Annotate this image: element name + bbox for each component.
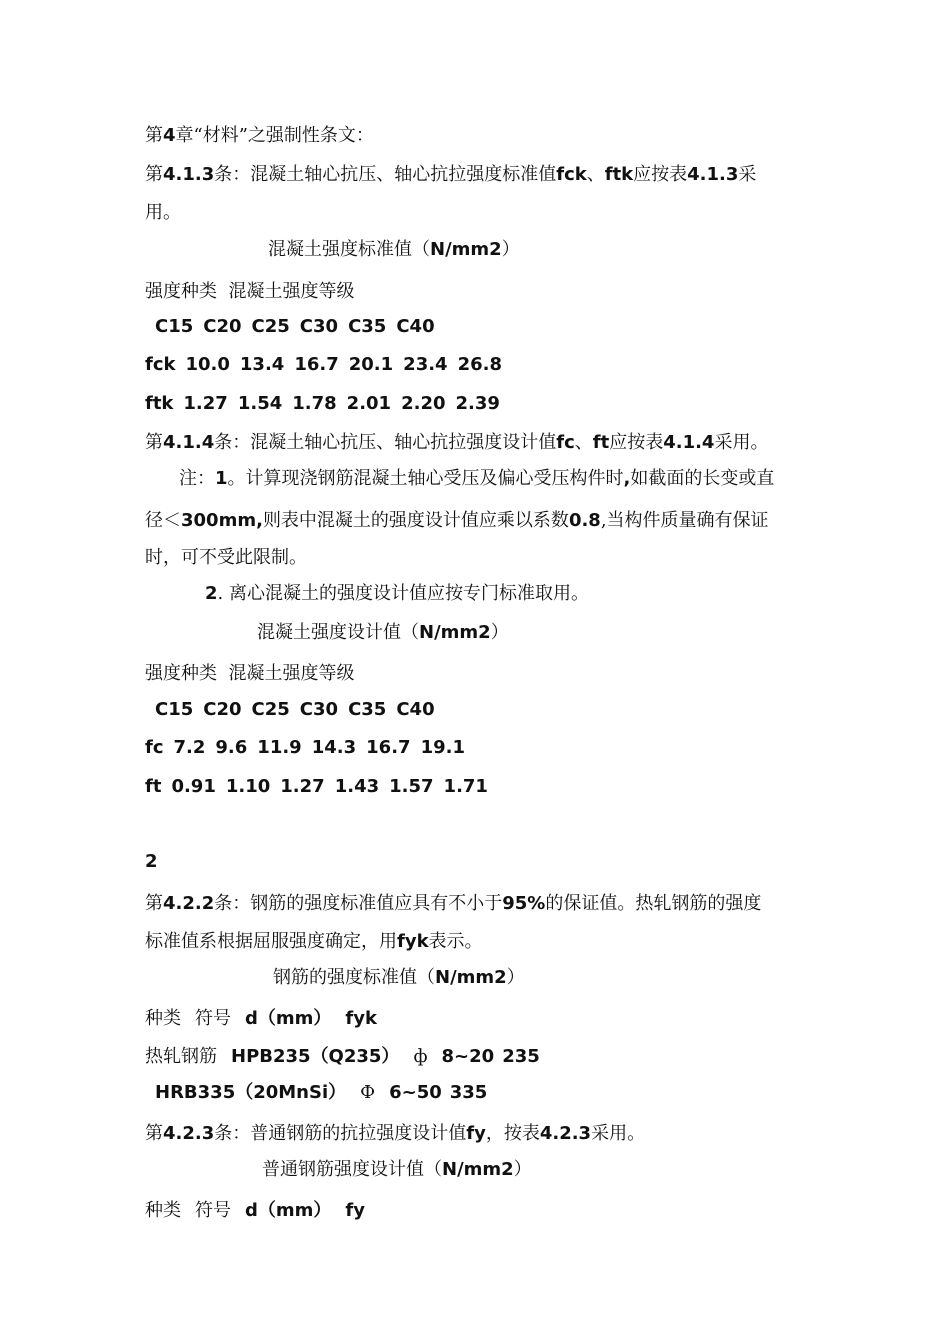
chapter-intro	[145, 124, 374, 148]
symbol: fyk	[397, 931, 429, 952]
table-ref: 4.2.3	[539, 1123, 592, 1144]
text: 混凝土强度标准值（	[268, 239, 430, 260]
text: 第	[145, 125, 163, 146]
text: ，按表	[485, 1123, 540, 1144]
symbol: fck	[556, 164, 587, 185]
grade-cell: HPB235	[231, 1046, 311, 1067]
row-label: ft	[145, 776, 162, 797]
table-414-caption	[257, 621, 509, 645]
value-cell: 13.4	[239, 354, 285, 375]
table-423-caption	[262, 1158, 532, 1182]
diameter-cell: 6~50	[389, 1082, 442, 1103]
grade-cell: C40	[396, 699, 435, 720]
table-414-row-ft	[145, 775, 498, 799]
grade-cell: C35	[348, 699, 387, 720]
text: 采用。	[591, 1123, 646, 1144]
kind-cell: 热轧钢筋	[145, 1046, 217, 1067]
text: . 离心混凝土的强度设计值应按专门标准取用。	[217, 583, 589, 604]
header-cell: fyk	[345, 1008, 377, 1029]
text: 标准值系根据屈服强度确定，用	[145, 931, 397, 952]
value-cell: 1.71	[443, 776, 488, 797]
clause-414	[145, 431, 768, 455]
unit: N/mm2	[419, 622, 491, 643]
grade-cell: C25	[251, 316, 290, 337]
grade-cell: C35	[348, 316, 387, 337]
rebar-symbol: ф	[413, 1046, 428, 1067]
grade-cell: C25	[251, 699, 290, 720]
text: 应按表	[633, 164, 688, 185]
value-cell: 2.39	[455, 393, 500, 414]
symbol: ftk	[604, 164, 634, 185]
header-cell: 符号	[195, 1200, 231, 1221]
coefficient: 0.8	[568, 510, 601, 531]
diameter-cell: 8~20	[441, 1046, 495, 1067]
table-413-row-fck	[145, 353, 512, 377]
clause-number: 4.1.4	[163, 432, 215, 453]
unit: N/mm2	[442, 1159, 514, 1180]
value-cell: 16.7	[294, 354, 339, 375]
text: ）	[501, 239, 520, 260]
grade-cell: C15	[155, 316, 194, 337]
text: 章“材料”之强制性条文：	[175, 125, 374, 146]
chapter-number: 4	[163, 125, 176, 146]
value-cell: 11.9	[257, 737, 302, 758]
value-cell: 14.3	[311, 737, 357, 758]
text: 。计算现浇钢筋混凝土轴心受压及偏心受压构件时	[227, 468, 624, 489]
clause-422-line2	[145, 930, 483, 954]
table-423-header	[145, 1199, 365, 1223]
text: 则表中混凝土的强度设计值应乘以系数	[262, 510, 569, 531]
text: 条：混凝土轴心抗压、轴心抗拉强度标准值	[214, 164, 557, 185]
table-413-caption	[268, 238, 520, 262]
value-cell: 19.1	[420, 737, 465, 758]
dimension: 300mm,	[181, 510, 263, 531]
value-cell: 1.27	[280, 776, 325, 797]
header-cell: 符号	[195, 1008, 231, 1029]
value-cell: 10.0	[185, 354, 230, 375]
text: 的保证值。热轧钢筋的强度	[545, 893, 762, 914]
value-cell: 9.6	[215, 737, 248, 758]
symbol: ft	[592, 432, 610, 453]
symbol: fy	[466, 1123, 486, 1144]
text: 注：	[179, 468, 215, 489]
table-422-header	[145, 1007, 377, 1031]
text: 如截面的长变或直	[630, 468, 775, 489]
text: 第	[145, 1123, 163, 1144]
row-label: fck	[145, 354, 176, 375]
clause-number: 4.1.3	[163, 164, 215, 185]
text: ,当构件质量确有保证	[600, 510, 769, 531]
table-ref: 4.1.3	[687, 164, 739, 185]
text: ）	[506, 967, 525, 988]
text: 径＜	[145, 510, 181, 531]
text: 普通钢筋强度设计值（	[262, 1159, 442, 1180]
note-number: 1	[215, 468, 228, 489]
header-cell: d	[245, 1008, 258, 1029]
grade-note: （Q235）	[310, 1046, 400, 1067]
text: 钢筋的强度标准值（	[273, 967, 435, 988]
row-label: fc	[145, 737, 164, 758]
grade-cell: C15	[155, 699, 194, 720]
header-unit: （mm）	[257, 1200, 332, 1221]
header-cell: d	[245, 1200, 258, 1221]
table-422-row-2	[155, 1081, 487, 1105]
text: 、	[586, 164, 605, 185]
table-414-row-fc	[145, 736, 475, 760]
grade-cell: C30	[299, 316, 339, 337]
rebar-symbol: Ф	[360, 1082, 376, 1103]
value-cell: 1.57	[389, 776, 434, 797]
table-413-grades	[155, 315, 445, 339]
text: 第	[145, 432, 163, 453]
grade-cell: HRB335	[155, 1082, 236, 1103]
value-cell: 1.27	[183, 393, 228, 414]
clause-423	[145, 1122, 645, 1146]
table-413-header: 强度种类 混凝土强度等级	[145, 281, 355, 302]
text: 第	[145, 893, 163, 914]
grade-cell: C40	[396, 316, 435, 337]
text: 、	[574, 432, 593, 453]
text: 应按表	[609, 432, 664, 453]
value-cell: 23.4	[403, 354, 448, 375]
value-cell: 2.20	[401, 393, 446, 414]
table-422-row-1	[145, 1045, 540, 1069]
value-cell: 235	[502, 1046, 540, 1067]
note-1-line2	[145, 509, 769, 533]
grade-cell: C30	[299, 699, 339, 720]
grade-note: （20MnSi）	[235, 1082, 347, 1103]
text: 采	[738, 164, 757, 185]
section-number: 2	[145, 851, 158, 872]
text: ）	[490, 622, 509, 643]
value-cell: 0.91	[171, 776, 216, 797]
note-2	[205, 582, 589, 606]
clause-number: 4.2.3	[163, 1123, 215, 1144]
header-unit: （mm）	[257, 1008, 332, 1029]
percentage: 95%	[502, 893, 546, 914]
text: 混凝土强度设计值（	[257, 622, 419, 643]
table-414-header: 强度种类 混凝土强度等级	[145, 663, 355, 684]
note-1-line1	[179, 467, 774, 491]
text: ,	[623, 468, 631, 489]
table-ref: 4.1.4	[663, 432, 715, 453]
clause-413-line1	[145, 163, 756, 187]
value-cell: 1.54	[237, 393, 283, 414]
clause-413-line2: 用。	[145, 202, 181, 223]
text: 条：混凝土轴心抗压、轴心抗拉强度设计值	[214, 432, 557, 453]
table-413-row-ftk	[145, 392, 510, 416]
value-cell: 1.10	[225, 776, 271, 797]
clause-422-line1	[145, 892, 761, 916]
value-cell: 20.1	[348, 354, 394, 375]
value-cell: 16.7	[366, 737, 411, 758]
value-cell: 7.2	[173, 737, 206, 758]
unit: N/mm2	[430, 239, 502, 260]
header-cell: 种类	[145, 1008, 181, 1029]
text: 条：普通钢筋的抗拉强度设计值	[214, 1123, 467, 1144]
note-1-line3: 时，可不受此限制。	[145, 547, 307, 568]
text: 采用。	[714, 432, 769, 453]
table-422-caption	[273, 966, 525, 990]
table-414-grades	[155, 698, 445, 722]
unit: N/mm2	[435, 967, 507, 988]
value-cell: 1.43	[334, 776, 380, 797]
grade-cell: C20	[203, 316, 242, 337]
note-number: 2	[205, 583, 218, 604]
text: ）	[513, 1159, 532, 1180]
value-cell: 2.01	[346, 393, 392, 414]
header-cell: fy	[345, 1200, 365, 1221]
text: 条：钢筋的强度标准值应具有不小于	[214, 893, 503, 914]
symbol: fc	[556, 432, 575, 453]
text: 第	[145, 164, 163, 185]
clause-number: 4.2.2	[163, 893, 215, 914]
text: 表示。	[428, 931, 483, 952]
value-cell: 335	[449, 1082, 488, 1103]
header-cell: 种类	[145, 1200, 181, 1221]
grade-cell: C20	[203, 699, 242, 720]
value-cell: 26.8	[457, 354, 503, 375]
value-cell: 1.78	[292, 393, 337, 414]
row-label: ftk	[145, 393, 174, 414]
